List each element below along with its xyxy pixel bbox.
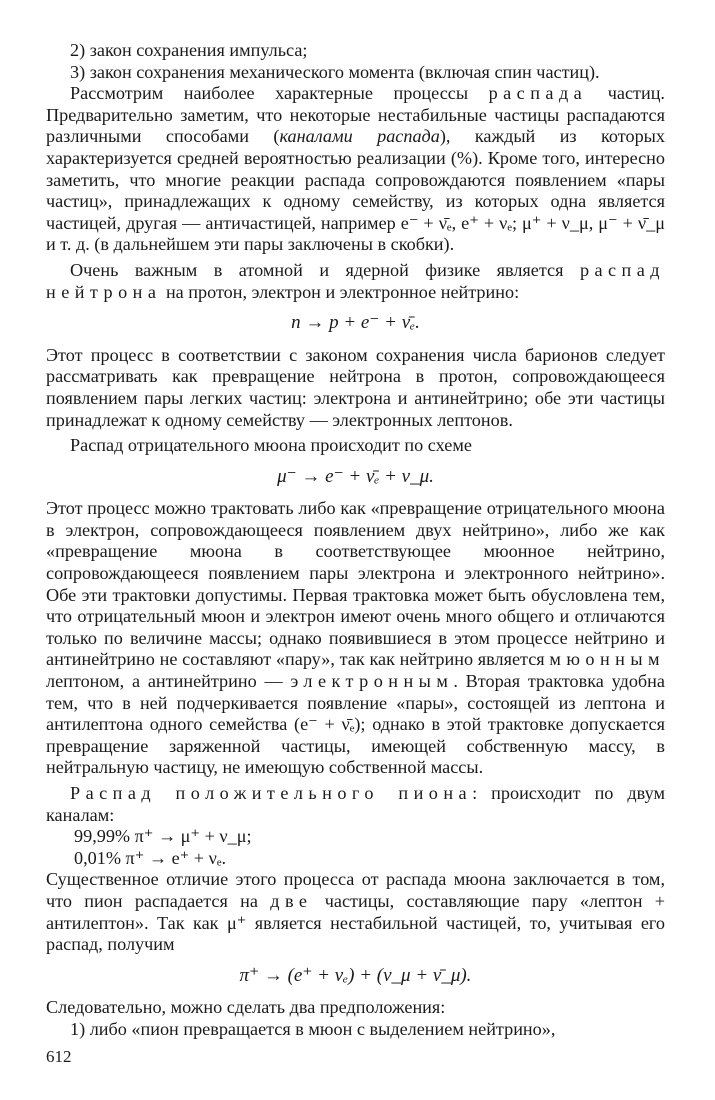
paragraph-pion-decay: [46, 783, 665, 826]
text: ), каждый из которых характеризуется средней вероятностью реализации (%). Кроме того, интересно заметить, что многие реакции распада сопровождаются появлением «пары частиц», принадлежащих к одному семейству, из которых одна является частицей, другая — античастицей, например e⁻ + ν̄ₑ, e⁺ + νₑ; μ⁺ + ν_μ, μ⁻ + ν̄_μ и т. д. (в дальнейшем эти пары заключены в скобки).: [46, 126, 665, 255]
spaced-term: две: [270, 890, 313, 911]
text: частиц. Предварительно заметим, что некоторые нестабильные частицы распадаются различными способами (: [46, 83, 665, 147]
list-item-1: 1) либо «пион превращается в мюон с выделением нейтрино»,: [70, 1018, 556, 1039]
spaced-term: распада: [488, 83, 588, 104]
text: Очень важным в атомной и ядерной физике является: [70, 259, 580, 280]
formula-pion-full-decay: π⁺ → (e⁺ + νₑ) + (ν_μ + ν̄_μ).: [239, 964, 472, 986]
paragraph-pion-explanation: [46, 869, 665, 955]
list-item-2: 2) закон сохранения импульса;: [70, 40, 308, 60]
text: частицы, составляющие пару «лептон + антилептон». Так как μ⁺ является нестабильной частицей, то, учитывая его распад, получим: [46, 890, 665, 955]
spaced-term: Распад положительного пиона: [70, 783, 473, 803]
decay-channel-1: 99,99% π⁺ → μ⁺ + ν_μ;: [74, 826, 252, 847]
spaced-term: электронным: [290, 671, 454, 692]
paragraph-muon-decay-lead: Распад отрицательного мюона происходит по схеме: [70, 435, 472, 456]
text: на протон, электрон и электронное нейтрино:: [161, 281, 520, 302]
spaced-term: распад нейтрона: [46, 259, 665, 302]
spaced-term: мюонным: [549, 649, 665, 670]
paragraph-conclusion: Следовательно, можно сделать два предположения:: [46, 997, 446, 1018]
text: . Вторая трактовка удобна тем, что в ней подчеркивается появление «пары», состоящей из лептона и антилептона одного семейства (e⁻ + ν̄ₑ); однако в этой трактовке допускается превращение заряженной частицы, имеющей собственную массу, в нейтральную частицу, не имеющую собственной массы.: [46, 671, 665, 778]
text: Существенное отличие этого процесса от распада мюона заключается в том, что пион распадается на: [46, 869, 665, 911]
paragraph-neutron-decay: [46, 260, 665, 303]
page-number: 612: [46, 1047, 72, 1066]
decay-channel-2: 0,01% π⁺ → e⁺ + νₑ.: [74, 847, 227, 868]
text: Рассмотрим наиболее характерные процессы: [70, 83, 489, 104]
paragraph-muon-explanation: [46, 498, 665, 779]
text: : происходит по двум каналам:: [46, 783, 665, 825]
paragraph-neutron-explanation: Этот процесс в соответствии с законом сохранения числа барионов следует рассматривать как превращение нейтрона в протон, сопровождающееся появлением пары легких частиц: электрона и антинейтрино; обе эти частицы принадлежат к одному семейству — электронных лептонов.: [46, 344, 665, 430]
text: Этот процесс можно трактовать либо как «превращение отрицательного мюона в электрон, сопровождающееся появлением двух нейтрино», либо же как «превращение мюона в соответствующее мюонное нейтрино, сопровождающееся появлением пары электрона и электронного нейтрино». Обе эти трактовки допустимы. Первая трактовка может быть обусловлена тем, что отрицательный мюон и электрон имеют очень много общего и отличаются только по величине массы; однако появившиеся в этом процессе нейтрино и антинейтрино не составляют «пару», так как нейтрино является: [46, 498, 665, 670]
text: лептоном, а антинейтрино —: [46, 671, 291, 692]
paragraph-decay-intro: [46, 83, 665, 256]
italic-term: каналами распада: [279, 126, 440, 147]
list-item-3: 3) закон сохранения механического момента (включая спин частиц).: [70, 61, 600, 82]
formula-neutron-decay: n → p + e⁻ + ν̄ₑ.: [291, 312, 420, 334]
formula-muon-decay: μ⁻ → e⁻ + ν̄ₑ + ν_μ.: [277, 465, 434, 487]
